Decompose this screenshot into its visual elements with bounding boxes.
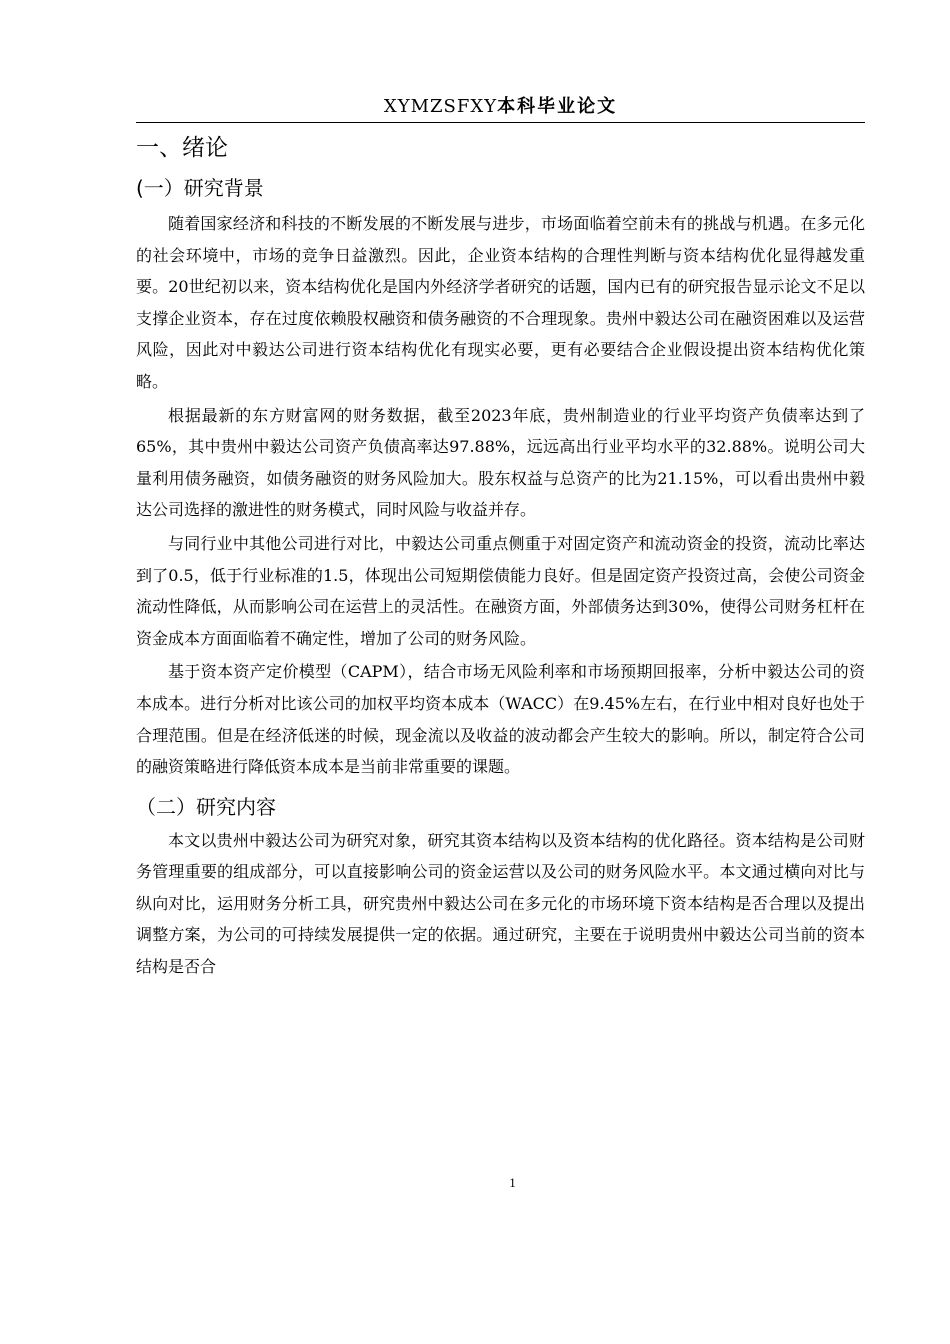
page-header [136, 92, 865, 123]
chapter-title: 一、绪论 [136, 135, 228, 161]
header-title: 本科毕业论文 [497, 96, 618, 117]
section-1-title: (一）研究背景 [136, 176, 264, 200]
section-1-paragraph-3: 与同行业中其他公司进行对比，中毅达公司重点侧重于对固定资产和流动资金的投资，流动比率达到了0.5，低于行业标准的1.5，体现出公司短期偿债能力良好。但是固定资产投资过高，会使公司资金流动性降低，从而影响公司在运营上的灵活性。在融资方面，外部债务达到30%，使得公司财务杠杆在资金成本方面面临着不确定性，增加了公司的财务风险。 [136, 533, 865, 648]
page-number: 1 [509, 1175, 516, 1190]
section-1-paragraph-2: 根据最新的东方财富网的财务数据，截至2023年底，贵州制造业的行业平均资产负债率达到了65%，其中贵州中毅达公司资产负债高率达97.88%，远远高出行业平均水平的32.88%。说明公司大量利用债务融资，如债务融资的财务风险加大。股东权益与总资产的比为21.15%，可以看出贵州中毅达公司选择的激进性的财务模式，同时风险与收益并存。 [136, 405, 865, 520]
document-body [136, 128, 865, 985]
section-1-paragraph-4: 基于资本资产定价模型（CAPM），结合市场无风险利率和市场预期回报率，分析中毅达公司的资本成本。进行分析对比该公司的加权平均资本成本（WACC）在9.45%左右，在行业中相对良好也处于合理范围。但是在经济低迷的时候，现金流以及收益的波动都会产生较大的影响。所以，制定符合公司的融资策略进行降低资本成本是当前非常重要的课题。 [136, 662, 865, 777]
section-2-title: （二）研究内容 [136, 794, 276, 819]
section-1-paragraph-1: 随着国家经济和科技的不断发展的不断发展与进步，市场面临着空前未有的挑战与机遇。在多元化的社会环境中，市场的竞争日益激烈。因此，企业资本结构的合理性判断与资本结构优化显得越发重要。20世纪初以来，资本结构优化是国内外经济学者研究的话题，国内已有的研究报告显示论文不足以支撑企业资本，存在过度依赖股权融资和债务融资的不合理现象。贵州中毅达公司在融资困难以及运营风险，因此对中毅达公司进行资本结构优化有现实必要，更有必要结合企业假设提出资本结构优化策略。 [136, 214, 865, 391]
section-2-paragraph-1: 本文以贵州中毅达公司为研究对象，研究其资本结构以及资本结构的优化路径。资本结构是公司财务管理重要的组成部分，可以直接影响公司的资金运营以及公司的财务风险水平。本文通过横向对比与纵向对比，运用财务分析工具，研究贵州中毅达公司在多元化的市场环境下资本结构是否合理以及提出调整方案，为公司的可持续发展提供一定的依据。通过研究，主要在于说明贵州中毅达公司当前的资本结构是否合 [136, 830, 865, 977]
header-prefix: XYMZSFXY [383, 96, 498, 117]
